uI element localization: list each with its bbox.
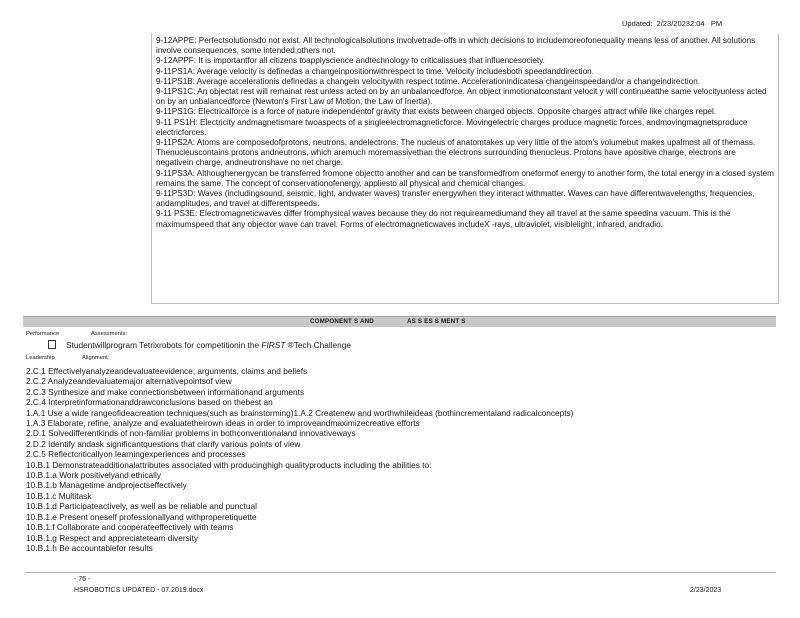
leadership-label: Leadership xyxy=(26,355,55,361)
components-header-bar xyxy=(23,316,776,327)
alignment-item: 10.B.1.a Work positivelyand ethically xyxy=(26,470,161,481)
standards-list xyxy=(156,36,774,230)
performance-label: Performance xyxy=(26,331,60,337)
document-filename: HSROBOTICS UPDATED - 07.2019.docx xyxy=(74,587,204,594)
standard-item: 9-11PS1B: Average accelerationis definedas a changein velocitywith respect totime. Accelerationindicatesa changeinspeedand/or a changeindirection. xyxy=(156,76,701,86)
performance-item xyxy=(48,340,351,350)
assessments-label: Assessments: xyxy=(91,331,128,337)
alignment-item: 2.C.5 Reflectcriticallyon learningexperiences and processes xyxy=(26,449,246,460)
alignment-item: 10.B.1.g Respect and appreciateteam diversity xyxy=(26,532,199,543)
standard-item: 9-11 PS1H: Electricity andmagnetismare twoaspects of a singleelectromagneticforce. Movingelectric charges produce magnetic forces, andmovingmagnetsproduce electricforces. xyxy=(156,117,748,137)
alignment-item: 10.B.1.f Collaborate and cooperateeffectively with teams xyxy=(26,522,234,533)
alignment-item: 10.B.1.d Participateactively, as well as be reliable and punctual xyxy=(26,501,257,512)
alignment-item: 1.A.3 Elaborate, refine, analyze and evaluatetheirown ideas in order to improveandmaximizecreative efforts xyxy=(26,418,420,429)
alignment-item: 2.D.2 Identify andask significantquestions that clarify various points of view xyxy=(26,438,301,449)
performance-item-text: Studentwillprogram Tetrixrobots for competitionin the xyxy=(66,340,262,350)
alignment-item: 10.B.1.e Present oneself professionallyand withproperetiquette xyxy=(26,511,257,522)
performance-item-suffix: ®Tech Challenge xyxy=(285,340,351,350)
standard-item: 9-11PS2A: Atoms are composedofprotons, neutrons, andelectrons. The nucleus of anatomtakes up very little of the atom's volumebut makes upalmost all of themass. Thenucleuscontains protons andneutrons, which aremuch moremassivethan the electrons surrounding thenucleus. Protons have apositive charge, electrons are negativein charge, andneutronshave no net charge. xyxy=(156,138,756,168)
components-heading: COMPONENT S AND xyxy=(310,318,374,325)
standard-item: 9-12APPE: Perfectsolutionsdo not exist. All technologicalsolutions involvetrade-offs in which decisions to includemoreofonequality means less of another. All solutions involve consequences, some intended,others not. xyxy=(156,36,756,56)
alignment-item: 10.B.1.c Multitask xyxy=(26,490,92,501)
standard-item: 9-11PS3D: Waves (includingsound, seismic, light, andwater waves) transfer energywhen they interact withmatter. Waves can have differentwavelengths, frequencies, andamplitudes, and travel at differentspeeds. xyxy=(156,189,755,209)
alignment-item: 2.D.1 Solvedifferentkinds of non-familiar problems in bothconventionaland innovativeways xyxy=(26,428,356,439)
updated-timestamp: Updated: 2/23/20232:04 PM xyxy=(622,19,723,28)
alignment-item: 10.B.1 Demonstrateadditionalattributes associated with producinghigh qualityproducts including the abilities to: xyxy=(26,459,432,470)
alignment-item: 1.A.1 Use a wide rangeofideacreation techniques(such as brainstorming)1.A.2 Createnew and worthwhileideas (bothincrementaland radicalconcepts) xyxy=(26,407,574,418)
standard-item: 9-11 PS3E: Electromagneticwaves differ fromphysical waves because they do not requireamediumand they all travel at the same speedina vacuum. This is the maximumspeed that any objector wave can travel. Forms of electromagneticwaves includeX -rays, ultraviolet, visiblelight, infrared, andradio. xyxy=(156,209,731,229)
standard-item: 9-12APPF: It is importantfor all citizens toapplyscience andtechnology to criticalissues that influencesociety. xyxy=(156,56,545,66)
standard-item: 9-11PS3A: Althoughenergycan be transferred fromone objectto another and can be transformedfrom oneformof energy to another form, the total energy in a closed system remains the same. The concept of conservationofenergy, appliesto all physical and chemical changes. xyxy=(156,168,774,188)
page-number: - 76 - xyxy=(74,576,91,583)
checkbox-bullet-icon xyxy=(48,340,56,349)
alignment-item: 2.C.3 Synthesize and make connectionsbetween informationand arguments xyxy=(26,386,305,397)
alignment-item: 2.C.4 Interpretinformationanddrawconclusions based on thebest an xyxy=(26,397,273,408)
alignment-item: 10.B.1.b Managetime andprojectseffectively xyxy=(26,480,187,491)
standard-item: 9-11PS1A: Average velocity is definedas a changeinpositionwithrespect to time. Velocity includesboth speedanddirection. xyxy=(156,66,594,76)
alignment-item: 10.B.1.h Be accountablefor results xyxy=(26,542,153,553)
footer-date: 2/23/2023 xyxy=(690,587,722,594)
standard-item: 9-11PS1C: An objectat rest will remainat rest unless acted on by an unbalancedforce. An object inmotionatconstant velocit y will continueatthe same velocityunless acted on by an unbalancedforce (Newton's First Law of Motion, the Law of Inertia). xyxy=(156,87,767,107)
alignment-item: 2.C.2 Analyzeandevaluatemajor alternativepointsof view xyxy=(26,376,232,387)
standard-item: 9-11PS1G: Electricalforce is a force of nature independentof gravity that exists between charged objects. Opposite charges attract while like charges repel. xyxy=(156,107,717,117)
alignment-item: 2.C.1 Effectivelyanalyzeandevaluateevidence, arguments, claims and beliefs xyxy=(26,366,308,376)
assessments-heading: AS S ES S MENT S xyxy=(407,318,466,325)
first-brand-text: FIRST xyxy=(261,340,286,350)
alignment-label: Alignment: xyxy=(82,355,110,361)
alignment-list xyxy=(26,366,766,553)
footer-divider xyxy=(25,572,776,573)
